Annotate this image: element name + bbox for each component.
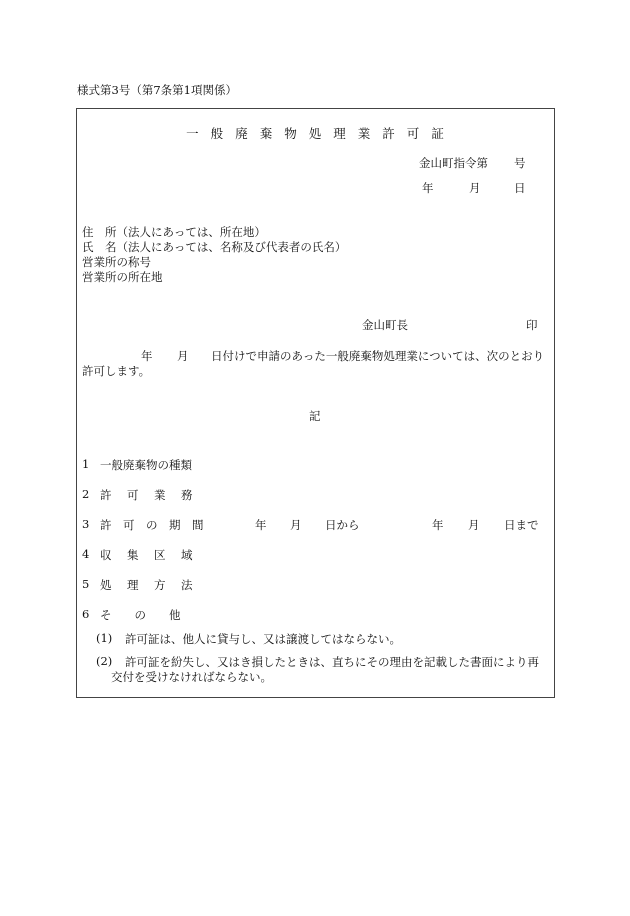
ki-heading: 記 <box>309 409 321 423</box>
certificate-title <box>0 124 630 142</box>
item-3-num: 3 <box>82 517 90 531</box>
period-year: 年 <box>255 518 267 532</box>
title-char: 般 <box>210 126 224 141</box>
title-char: 廃 <box>235 126 248 141</box>
item-2-num: 2 <box>82 487 90 501</box>
office-name: 営業所の称号 <box>82 255 151 269</box>
note-2-text: 許可証を紛失し、又はき損したときは、直ちにその理由を記載した書面により再 <box>125 655 539 669</box>
period-from: 日から <box>325 518 360 532</box>
office-address: 営業所の所在地 <box>82 270 163 284</box>
applicant-address: 住 所（法人にあっては、所在地） <box>82 225 266 239</box>
period-month2: 月 <box>468 518 480 532</box>
body-line2: 許可します。 <box>82 364 151 378</box>
permit-number-prefix: 金山町指令第 <box>419 156 488 170</box>
applicant-name: 氏 名（法人にあっては、名称及び代表者の氏名） <box>82 240 347 254</box>
mayor-title: 金山町長 <box>362 318 408 332</box>
item-1-num: 1 <box>82 457 90 471</box>
date-day: 日 <box>514 181 526 195</box>
item-4-num: 4 <box>82 547 90 561</box>
title-char: 業 <box>357 126 371 141</box>
period-month: 月 <box>290 518 302 532</box>
title-char: 理 <box>333 126 346 141</box>
body-year: 年 <box>141 349 153 363</box>
note-2-text-cont: 交付を受けなければならない。 <box>111 670 272 684</box>
title-char: 証 <box>431 126 444 141</box>
mayor-seal: 印 <box>526 318 538 332</box>
date-year: 年 <box>422 181 434 195</box>
date-month: 月 <box>469 181 481 195</box>
form-label: 様式第3号（第7条第1項関係） <box>77 83 237 97</box>
item-3-label: 許 可 の 期 間 <box>100 518 204 532</box>
note-2-num: (2) <box>96 654 113 668</box>
title-char: 処 <box>308 126 322 141</box>
item-1-label: 一般廃棄物の種類 <box>100 458 192 472</box>
body-line1: 日付けで申請のあった一般廃棄物処理業については、次のとおり <box>211 349 545 363</box>
period-until: 日まで <box>504 518 539 532</box>
body-month: 月 <box>177 349 189 363</box>
item-5-num: 5 <box>82 577 90 591</box>
title-char: 可 <box>406 126 420 141</box>
item-6-num: 6 <box>82 607 90 621</box>
permit-number-suffix: 号 <box>514 156 526 170</box>
period-year2: 年 <box>432 518 444 532</box>
title-char: 棄 <box>259 126 273 141</box>
note-1-num: (1) <box>96 631 113 645</box>
item-6-label: そ の 他 <box>100 608 181 622</box>
title-char: 許 <box>382 126 395 141</box>
title-char: 一 <box>186 126 199 141</box>
title-char: 物 <box>284 126 297 141</box>
item-2-label: 許 可 業 務 <box>100 488 195 502</box>
item-5-label: 処 理 方 法 <box>100 578 195 592</box>
item-4-label: 収 集 区 域 <box>100 548 195 562</box>
note-1-text: 許可証は、他人に貸与し、又は譲渡してはならない。 <box>125 632 401 646</box>
